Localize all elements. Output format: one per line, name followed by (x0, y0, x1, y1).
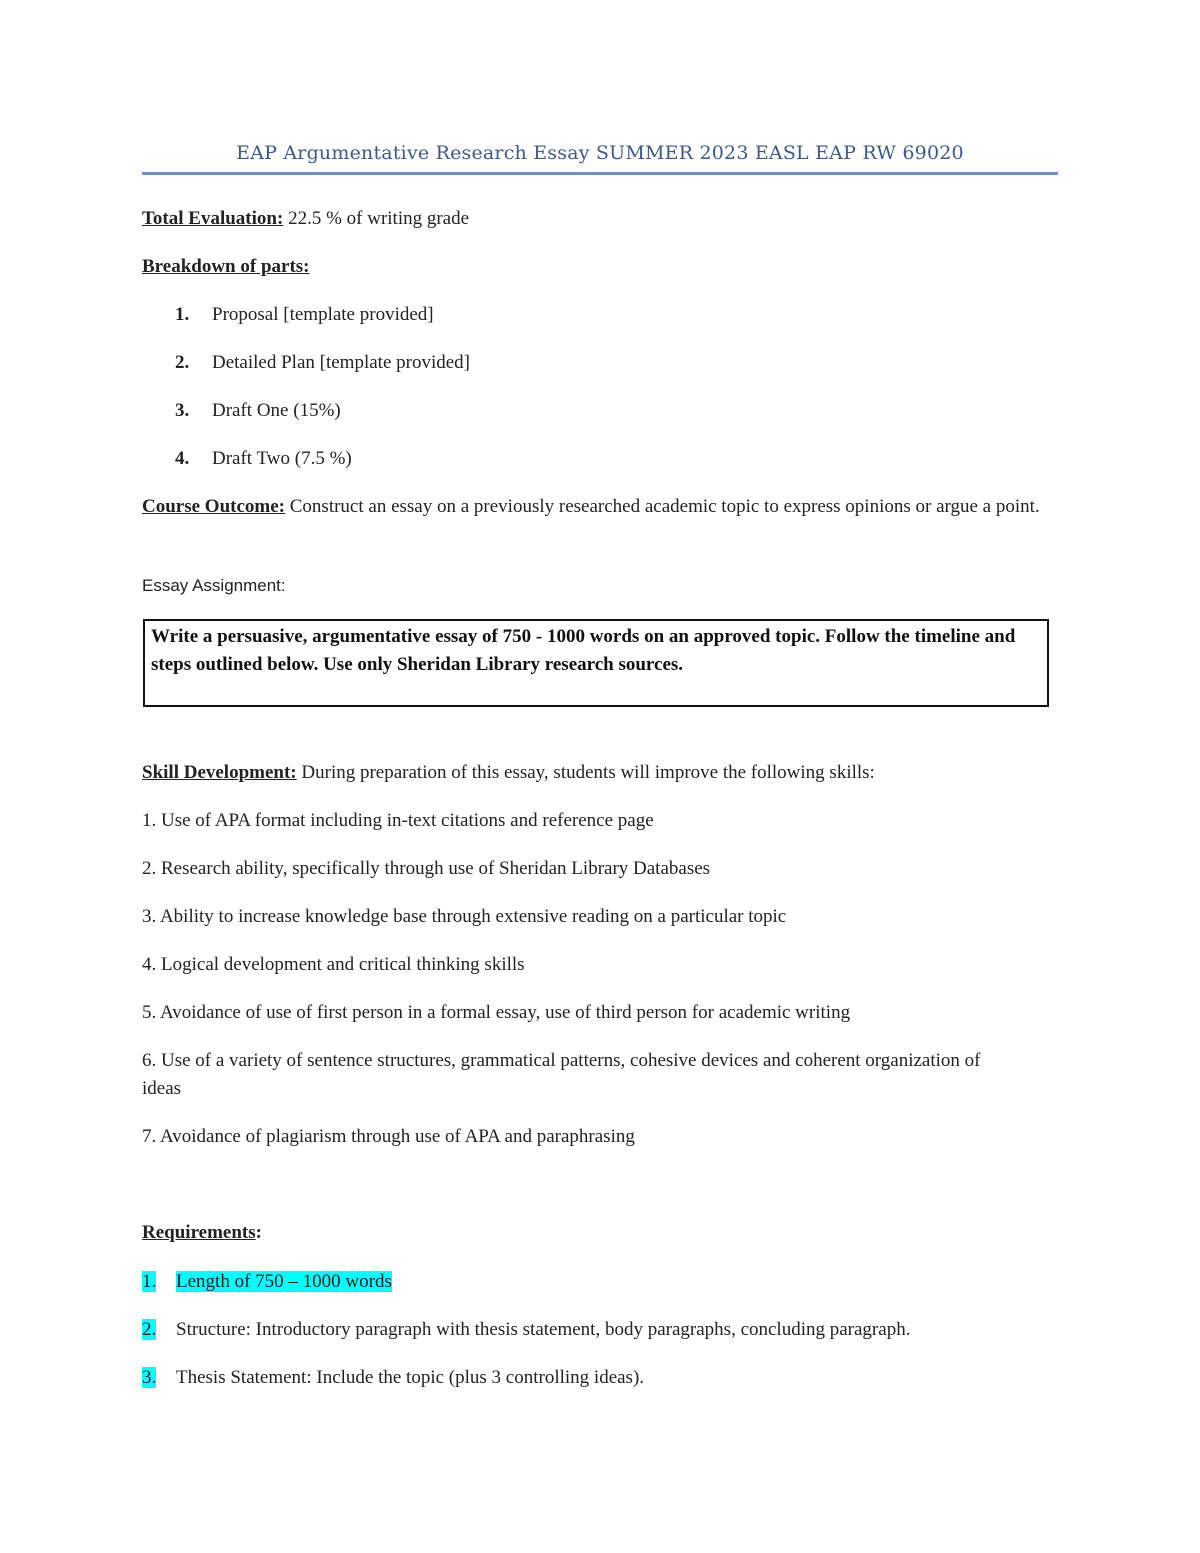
skill-item: 7. Avoidance of plagiarism through use of APA and paraphrasing (142, 1126, 635, 1147)
course-outcome-label: Course Outcome: (142, 496, 285, 517)
skill-development-paragraph (142, 759, 875, 787)
skill-item: 1. Use of APA format including in-text citations and reference page (142, 810, 654, 831)
total-evaluation-line (142, 205, 469, 233)
requirement-item (142, 1268, 392, 1296)
breakdown-item-number: 4. (175, 448, 190, 469)
breakdown-item-number: 3. (175, 400, 190, 421)
skill-item: 6. Use of a variety of sentence structures, grammatical patterns, cohesive devices and coherent organization of ideas (142, 1050, 981, 1099)
breakdown-item (175, 301, 434, 329)
requirement-item (142, 1364, 644, 1392)
skill-item: 3. Ability to increase knowledge base through extensive reading on a particular topic (142, 906, 787, 927)
requirement-text: Length of 750 – 1000 words (176, 1271, 392, 1292)
essay-assignment-label: Essay Assignment: (142, 576, 286, 595)
breakdown-label: Breakdown of parts: (142, 256, 310, 277)
breakdown-heading (142, 253, 310, 281)
header-divider (142, 172, 1058, 175)
breakdown-item-text: Draft One (15%) (212, 400, 341, 421)
total-evaluation-value: 22.5 % of writing grade (283, 208, 470, 229)
skill-item: 5. Avoidance of use of first person in a formal essay, use of third person for academic writing (142, 1002, 851, 1023)
breakdown-item-text: Detailed Plan [template provided] (212, 352, 470, 373)
requirement-text: Structure: Introductory paragraph with thesis statement, body paragraphs, concluding paragraph. (176, 1319, 911, 1340)
requirements-heading (142, 1219, 262, 1247)
total-evaluation-label: Total Evaluation: (142, 208, 284, 229)
skill-item: 4. Logical development and critical thinking skills (142, 954, 525, 975)
course-outcome-paragraph (142, 493, 1052, 521)
requirement-number: 1. (142, 1271, 157, 1292)
requirement-item (142, 1316, 910, 1344)
breakdown-item-text: Draft Two (7.5 %) (212, 448, 352, 469)
breakdown-item (175, 445, 352, 473)
requirement-text: Thesis Statement: Include the topic (plus 3 controlling ideas). (176, 1367, 645, 1388)
breakdown-item-number: 2. (175, 352, 190, 373)
breakdown-item-text: Proposal [template provided] (212, 304, 434, 325)
breakdown-item (175, 349, 470, 377)
essay-assignment-box: Write a persuasive, argumentative essay of 750 - 1000 words on an approved topic. Follow the timeline and steps outlined below. Use only Sheridan Library research sources. (143, 619, 1049, 707)
document-header-title: EAP Argumentative Research Essay SUMMER 2023 EASL EAP RW 69020 (236, 142, 964, 164)
breakdown-item (175, 397, 341, 425)
requirements-label: Requirements (142, 1222, 256, 1243)
requirements-colon: : (255, 1222, 262, 1243)
course-outcome-text: Construct an essay on a previously researched academic topic to express opinions or argue a point. (285, 496, 1040, 517)
requirement-number: 2. (142, 1319, 157, 1340)
requirement-number: 3. (142, 1367, 157, 1388)
skill-development-label: Skill Development: (142, 762, 297, 783)
skill-item: 2. Research ability, specifically through use of Sheridan Library Databases (142, 858, 711, 879)
skill-development-intro: During preparation of this essay, students will improve the following skills: (296, 762, 875, 783)
breakdown-item-number: 1. (175, 304, 190, 325)
